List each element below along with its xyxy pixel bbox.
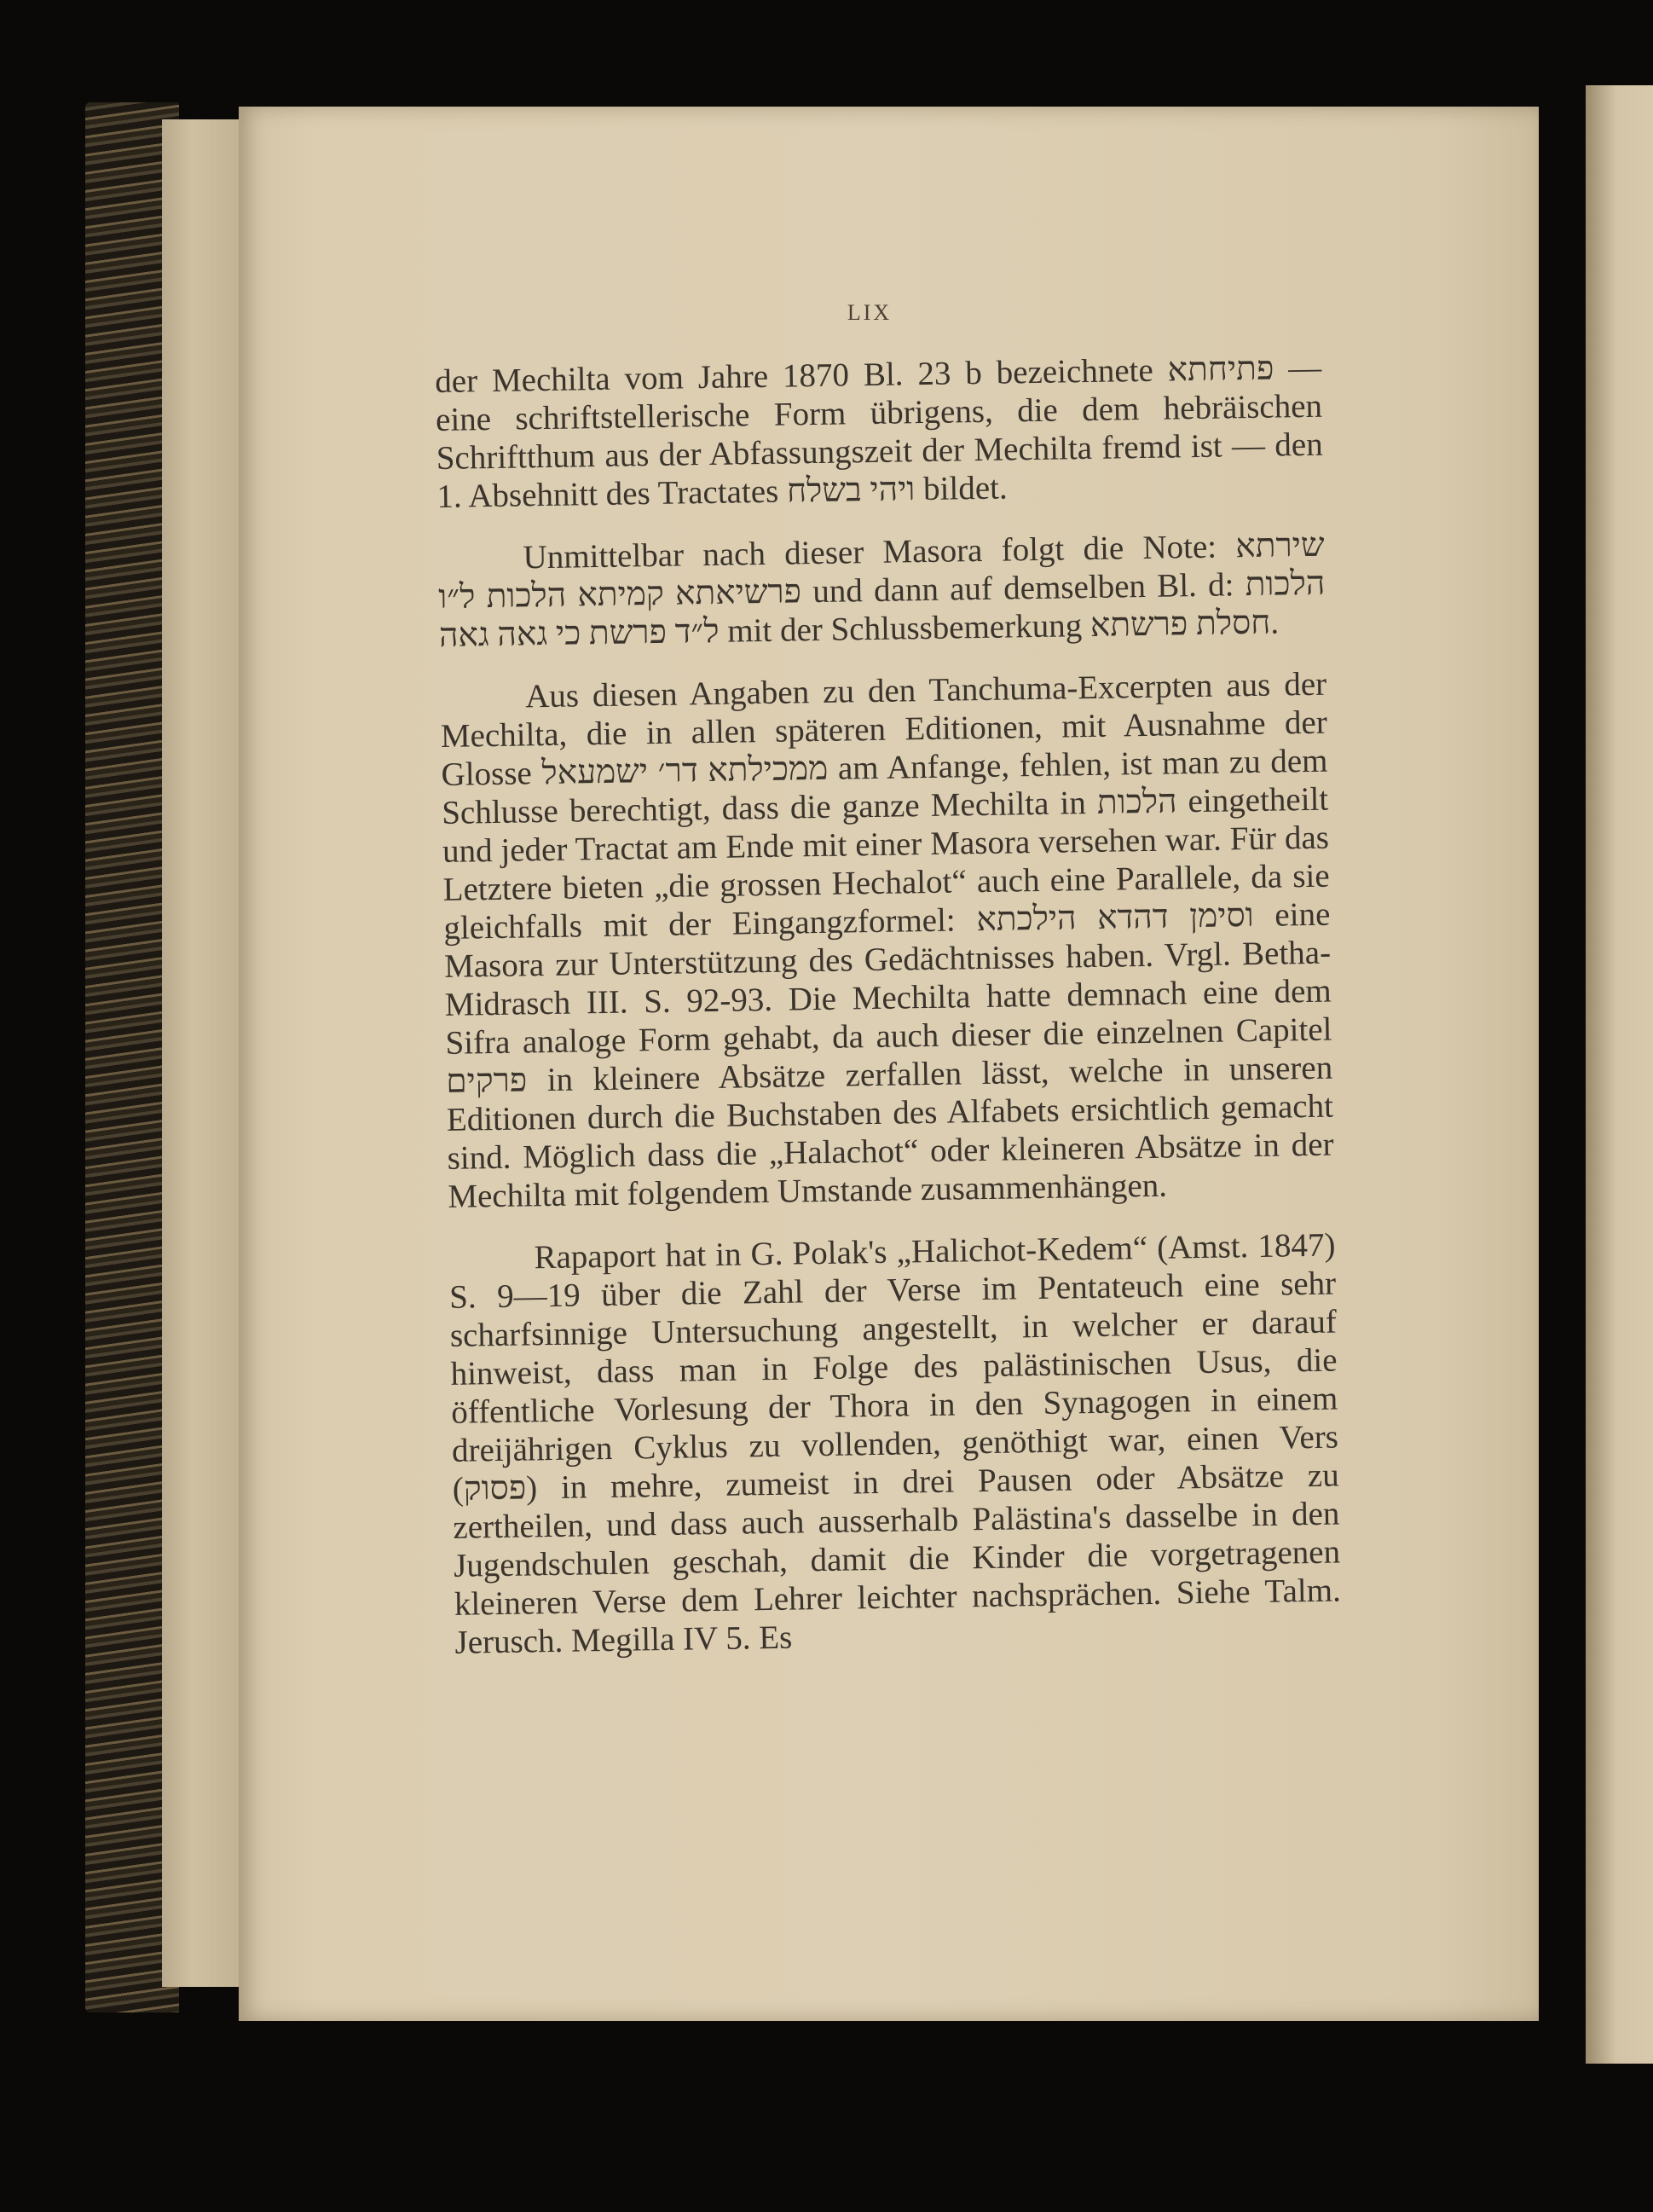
- paragraph-1: der Mechilta vom Jahre 1870 Bl. 23 b bezeichnete פתיחתא — eine schriftstellerische Form übrigens, die dem hebräischen Schriftthum aus der Abfassungszeit der Mechilta fremd ist — den 1. Absehnitt des Tractates ויהי בשלח bildet.: [435, 349, 1323, 515]
- page-body: [435, 349, 1342, 1686]
- facing-page-edge: [1586, 85, 1653, 2064]
- page-number: LIX: [847, 300, 893, 325]
- page-edges: [162, 119, 239, 1987]
- paragraph-3: Aus diesen Angaben zu den Tanchuma-Excerpten aus der Mechilta, die in allen späteren Editionen, mit Ausnahme der Glosse ממכילתא דר׳ ישמעאל am Anfange, fehlen, ist man zu dem Schlusse berechtigt, dass die ganze Mechilta in הלכות eingetheilt und jeder Tractat am Ende mit einer Masora versehen war. Für das Letztere bieten „die grossen Hechalot“ auch eine Parallele, da sie gleichfalls mit der Eingangzformel: וסימן דהדא הילכתא eine Masora zur Unterstützung des Gedächtnisses haben. Vrgl. Betha-Midrasch III. S. 92-93. Die Mechilta hatte demnach eine dem Sifra analoge Form gehabt, da auch dieser die einzelnen Capitel פרקים in kleinere Absätze zerfallen lässt, welche in unseren Editionen durch die Buchstaben des Alfabets ersichtlich gemacht sind. Möglich dass die „Halachot“ oder kleineren Absätze in der Mechilta mit folgendem Umstande zusammenhängen.: [440, 665, 1334, 1215]
- paragraph-4: Rapaport hat in G. Polak's „Halichot-Kedem“ (Amst. 1847) S. 9—19 über die Zahl der Verse im Pentateuch eine sehr scharfsinnige Untersuchung angestellt, in welcher er darauf hinweist, dass man in Folge des palästinischen Usus, die öffentliche Vorlesung der Thora in den Synagogen in einem dreijährigen Cyklus zu vollenden, genöthigt war, einen Vers (פסוק) in mehre, zumeist in drei Pausen oder Absätze zu zertheilen, und dass auch ausserhalb Palästina's dasselbe in den Jugendschulen geschah, damit die Kinder die vorgetragenen kleineren Verse dem Lehrer leichter nachsprächen. Siehe Talm. Jerusch. Megilla IV 5. Es: [448, 1226, 1342, 1661]
- paragraph-2: Unmittelbar nach dieser Masora folgt die Note: שירתא פרשיאתא קמיתא הלכות ל״ו und dann auf demselben Bl. d: הלכות ל״ד פרשת כי גאה גאה mit der Schlussbemerkung חסלת פרשתא.: [437, 526, 1326, 654]
